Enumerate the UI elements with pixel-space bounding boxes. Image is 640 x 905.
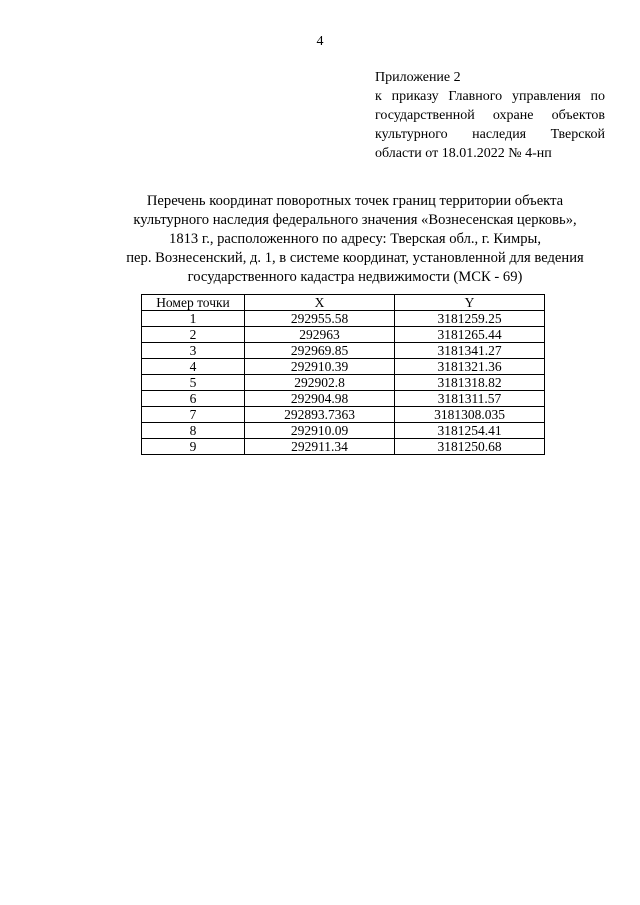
cell-y: 3181308.035 (395, 407, 545, 423)
header-y: Y (395, 295, 545, 311)
table-row (142, 359, 545, 375)
title-line: пер. Вознесенский, д. 1, в системе координат, установленной для ведения (126, 250, 584, 266)
cell-point-number: 5 (142, 375, 245, 391)
cell-y: 3181250.68 (395, 439, 545, 455)
header-point-number: Номер точки (142, 295, 245, 311)
title-line: культурного наследия федерального значения «Вознесенская церковь», (133, 212, 577, 228)
cell-x: 292902.8 (245, 375, 395, 391)
cell-y: 3181318.82 (395, 375, 545, 391)
cell-y: 3181254.41 (395, 423, 545, 439)
cell-y: 3181311.57 (395, 391, 545, 407)
cell-x: 292904.98 (245, 391, 395, 407)
cell-point-number: 2 (142, 327, 245, 343)
table-row (142, 407, 545, 423)
cell-point-number: 6 (142, 391, 245, 407)
table-row (142, 343, 545, 359)
table-row (142, 391, 545, 407)
cell-point-number: 9 (142, 439, 245, 455)
header-x: X (245, 295, 395, 311)
coordinates-table (141, 294, 545, 455)
table-row (142, 327, 545, 343)
title-line: 1813 г., расположенного по адресу: Тверская обл., г. Кимры, (169, 231, 541, 247)
table-row (142, 311, 545, 327)
cell-point-number: 4 (142, 359, 245, 375)
appendix-block (375, 68, 605, 163)
page-number: 4 (316, 34, 324, 49)
cell-point-number: 1 (142, 311, 245, 327)
table-row (142, 423, 545, 439)
cell-x: 292910.09 (245, 423, 395, 439)
appendix-line: к приказу Главного управления по (375, 89, 605, 104)
title-line: государственного кадастра недвижимости (МСК - 69) (187, 269, 523, 285)
appendix-line: культурного наследия Тверской (375, 127, 605, 142)
cell-x: 292955.58 (245, 311, 395, 327)
appendix-line: государственной охране объектов (375, 108, 605, 123)
document-title (90, 192, 620, 287)
table-header-row (142, 295, 545, 311)
cell-x: 292893.7363 (245, 407, 395, 423)
appendix-line: области от 18.01.2022 № 4-нп (375, 146, 552, 161)
cell-point-number: 8 (142, 423, 245, 439)
cell-point-number: 7 (142, 407, 245, 423)
cell-x: 292911.34 (245, 439, 395, 455)
appendix-line: Приложение 2 (375, 70, 461, 85)
cell-y: 3181259.25 (395, 311, 545, 327)
table-row (142, 375, 545, 391)
cell-x: 292969.85 (245, 343, 395, 359)
table-row (142, 439, 545, 455)
title-line: Перечень координат поворотных точек границ территории объекта (146, 193, 564, 209)
cell-x: 292910.39 (245, 359, 395, 375)
cell-point-number: 3 (142, 343, 245, 359)
cell-y: 3181321.36 (395, 359, 545, 375)
cell-y: 3181341.27 (395, 343, 545, 359)
cell-x: 292963 (245, 327, 395, 343)
cell-y: 3181265.44 (395, 327, 545, 343)
